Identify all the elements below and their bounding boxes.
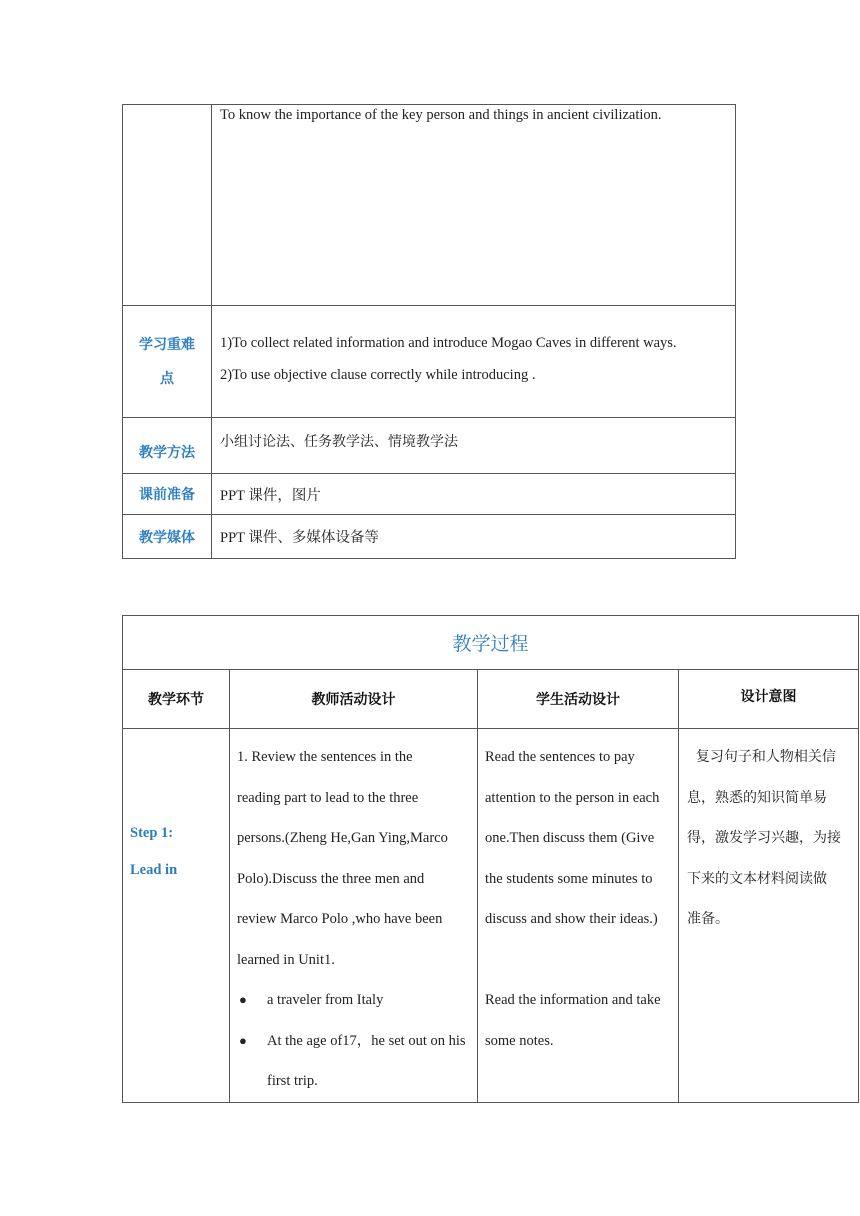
objective-row — [123, 105, 736, 306]
teacher-line: persons.(Zheng He,Gan Ying,Marco — [237, 830, 448, 846]
intent-line: 准备。 — [687, 911, 729, 927]
key-points-label: 学习重难 点 — [123, 306, 212, 418]
media-label: 教学媒体 — [123, 515, 212, 559]
process-title-row — [123, 616, 859, 670]
student-line: attention to the person in each — [485, 789, 660, 806]
student-line: discuss and show their ideas.) — [485, 911, 658, 927]
key-points-row — [123, 306, 736, 418]
student-line: the students some minutes to — [485, 870, 653, 887]
teacher-line: review Marco Polo ,who have been — [237, 911, 443, 927]
methods-row — [123, 418, 736, 474]
teacher-line: learned in Unit1. — [237, 951, 335, 968]
spacer — [485, 940, 678, 981]
methods-value: 小组讨论法、任务教学法、情境教学法 — [212, 418, 736, 474]
step1-label-cell — [123, 729, 230, 1103]
header-intent: 设计意图 — [679, 670, 859, 729]
teacher-bullet: ● At the age of17，he set out on his — [237, 1021, 477, 1062]
teacher-line: Polo).Discuss the three men and — [237, 870, 425, 887]
student-line: Read the sentences to pay — [485, 749, 635, 765]
preparation-row — [123, 474, 736, 515]
media-row — [123, 515, 736, 559]
step1-label: Step 1: — [130, 825, 174, 841]
key-point-1: 1)To collect related information and introduce Mogao Caves in different ways. — [220, 335, 677, 351]
header-student: 学生活动设计 — [478, 670, 679, 729]
header-teacher: 教师活动设计 — [230, 670, 478, 729]
step1-row — [123, 729, 859, 1103]
student-line: some notes. — [485, 1032, 554, 1049]
preparation-label: 课前准备 — [123, 474, 212, 515]
key-point-2: 2)To use objective clause correctly while introducing . — [220, 367, 536, 383]
teacher-line: reading part to lead to the three — [237, 789, 419, 806]
step1-sublabel: Lead in — [130, 862, 178, 878]
design-intent-cell — [679, 729, 859, 1103]
teacher-line: 1. Review the sentences in the — [237, 749, 413, 765]
lesson-info-table — [122, 104, 736, 559]
teacher-bullet-continuation: first trip. — [267, 1073, 318, 1089]
objective-label-cell — [123, 105, 212, 306]
methods-label: 教学方法 — [123, 418, 212, 474]
intent-line: 得，激发学习兴趣，为接 — [687, 830, 841, 846]
intent-line: 息，熟悉的知识简单易 — [687, 789, 827, 806]
media-value: PPT 课件、多媒体设备等 — [212, 515, 736, 559]
teaching-process-table — [122, 615, 859, 1103]
intent-line: 下来的文本材料阅读做 — [687, 870, 827, 887]
process-title: 教学过程 — [123, 616, 859, 670]
preparation-value: PPT 课件，图片 — [212, 474, 736, 515]
key-points-cell — [212, 306, 736, 418]
teacher-bullet: ● a traveler from Italy — [237, 980, 477, 1021]
bullet-icon: ● — [239, 1032, 247, 1048]
teacher-activity-cell — [230, 729, 478, 1103]
student-line: one.Then discuss them (Give — [485, 830, 655, 846]
student-activity-cell — [478, 729, 679, 1103]
process-header-row — [123, 670, 859, 729]
bullet-icon: ● — [239, 992, 247, 1007]
objective-text: To know the importance of the key person and things in ancient civilization. — [220, 107, 662, 123]
header-stage: 教学环节 — [123, 670, 230, 729]
objective-cell — [212, 105, 736, 306]
student-line: Read the information and take — [485, 992, 661, 1008]
intent-line: 复习句子和人物相关信 — [687, 749, 836, 765]
